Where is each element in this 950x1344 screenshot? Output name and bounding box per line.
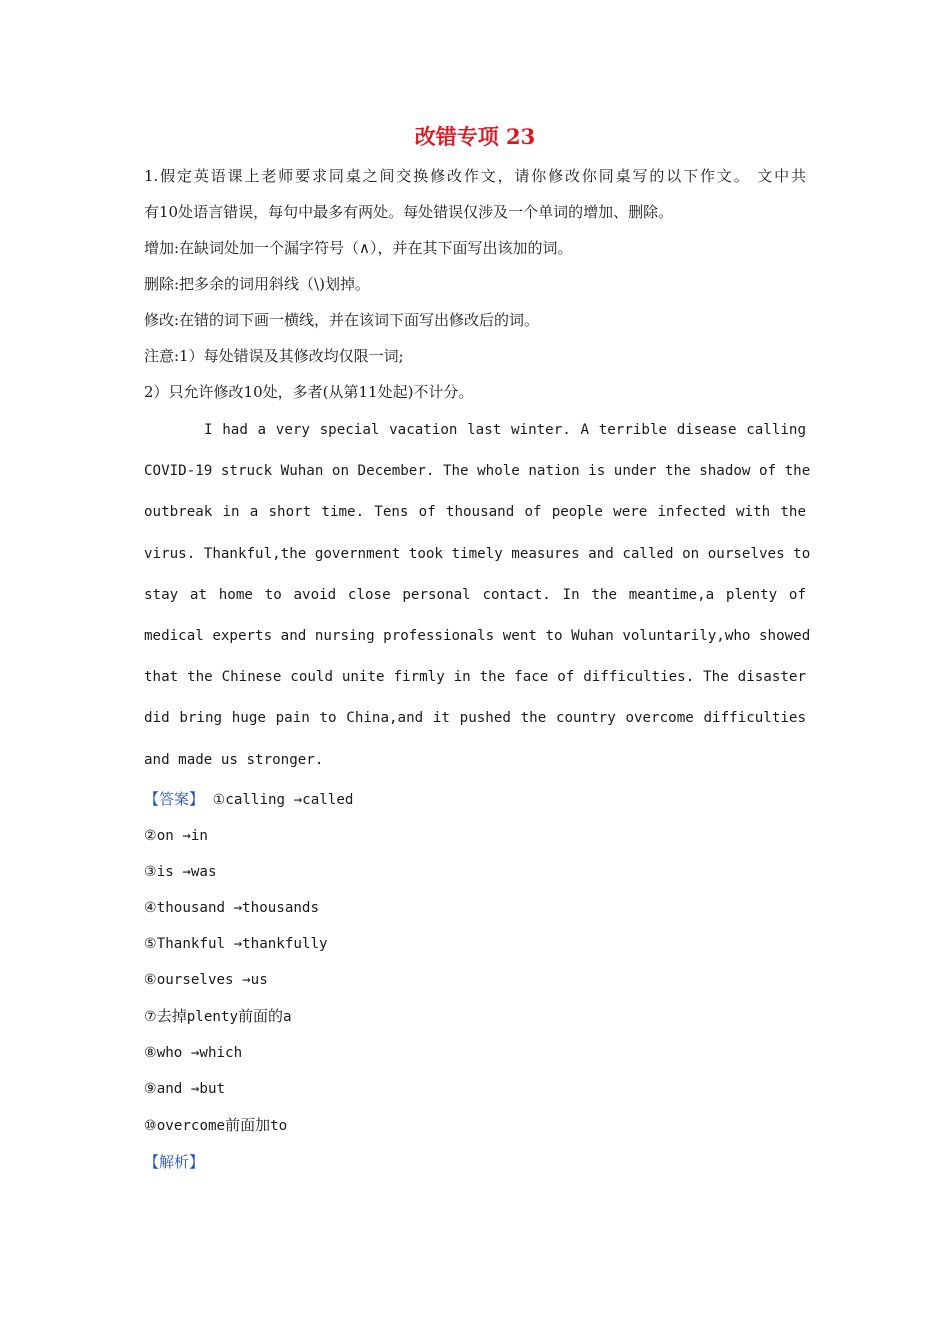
answer-item: ①calling →called <box>212 791 354 808</box>
analysis-label: 【解析】 <box>144 1152 205 1171</box>
essay-line: medical experts and nursing professionals went to Wuhan voluntarily,who showed <box>144 628 811 645</box>
instruction-line-2: 有10处语言错误，每句中最多有两处。每处错误仅涉及一个单词的增加、删除。 <box>144 203 674 221</box>
page-title: 改错专项 23 <box>414 124 536 149</box>
essay-line: outbreak in a short time. Tens of thousand of people were infected with the <box>144 504 806 521</box>
document-page <box>144 120 811 1180</box>
answer-item: ⑥ourselves →us <box>144 971 268 988</box>
answer-text: 前面的 <box>238 1006 284 1025</box>
essay-line: and made us stronger. <box>144 751 324 768</box>
answer-label: 【答案】 <box>144 789 205 808</box>
essay-line: did bring huge pain to China,and it pushed the country overcome difficulties <box>144 710 806 727</box>
instruction-add: 增加:在缺词处加一个漏字符号（∧），并在其下面写出该加的词。 <box>144 239 573 257</box>
answer-word: to <box>270 1117 288 1134</box>
answer-word: plenty <box>186 1008 238 1025</box>
instruction-line-1: 1.假定英语课上老师要求同桌之间交换修改作文，请你修改你同桌写的以下作文。 文中共 <box>144 167 806 185</box>
answer-item-10 <box>144 1107 806 1144</box>
essay-line: COVID-19 struck Wuhan on December. The whole nation is under the shadow of the <box>144 463 811 480</box>
answer-item-7 <box>144 998 806 1035</box>
answer-item: ④thousand →thousands <box>144 899 320 916</box>
answer-text: 去掉 <box>156 1006 187 1025</box>
essay-line: stay at home to avoid close personal contact. In the meantime,a plenty of <box>144 586 806 603</box>
answer-text: 前面加 <box>225 1115 271 1134</box>
answer-item: ⑧who →which <box>144 1044 243 1061</box>
answer-item: ⑤Thankful →thankfully <box>144 935 328 952</box>
answer-item: ③is →was <box>144 863 217 880</box>
instruction-modify: 修改:在错的词下画一横线，并在该词下面写出修改后的词。 <box>144 311 540 329</box>
answer-item: ⑨and →but <box>144 1080 226 1097</box>
answer-line-1 <box>144 781 806 818</box>
essay-line: virus. Thankful,the government took timely measures and called on ourselves to <box>144 545 811 562</box>
essay-line: I had a very special vacation last winter. A terrible disease calling <box>204 422 806 438</box>
instruction-delete: 删除:把多余的词用斜线（\)划掉。 <box>144 275 370 293</box>
answer-word: overcome <box>156 1117 226 1134</box>
answer-item: ②on →in <box>144 827 208 844</box>
essay-line: that the Chinese could unite firmly in the face of difficulties. The disaster <box>144 669 806 686</box>
answer-number: ⑩ <box>144 1117 157 1134</box>
analysis-line <box>144 1144 806 1180</box>
instruction-note-2: 2）只允许修改10处，多者(从第11处起)不计分。 <box>144 383 474 401</box>
answer-word: a <box>283 1008 292 1025</box>
essay-passage <box>144 410 811 781</box>
instruction-note-1: 注意:1）每处错误及其修改均仅限一词; <box>144 347 404 365</box>
answer-number: ⑦ <box>144 1008 157 1025</box>
